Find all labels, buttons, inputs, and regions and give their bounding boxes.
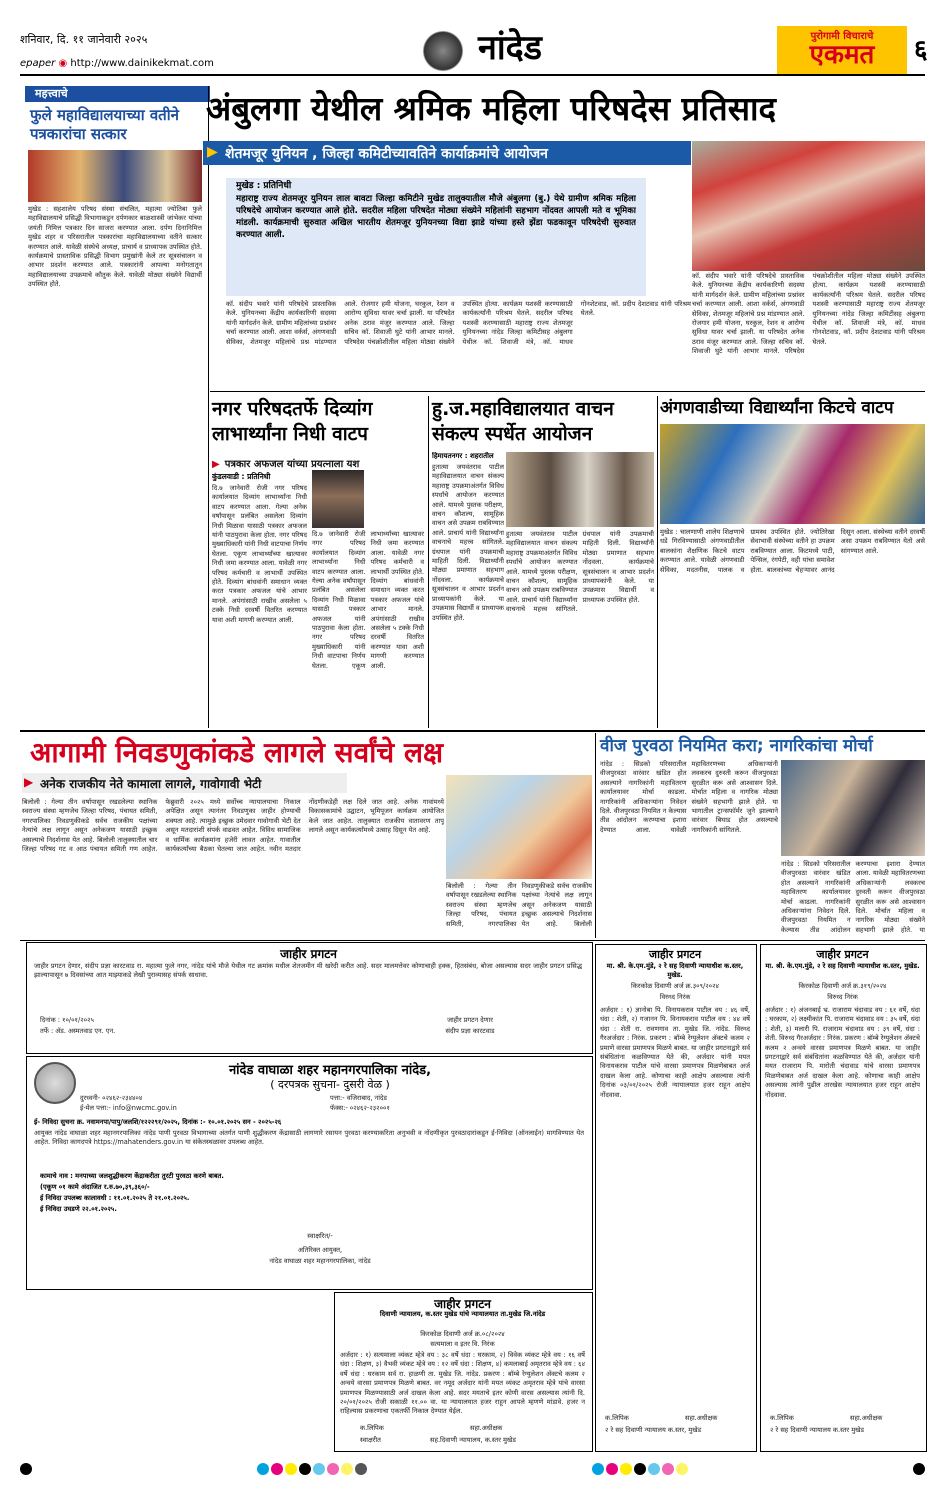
story4-headline: अंगणवाडीच्या विद्यार्थ्यांना किटचे वाटप — [660, 398, 894, 418]
story2-body-left — [212, 484, 307, 728]
story4-photo — [660, 424, 925, 524]
story3-body-left — [432, 463, 504, 728]
brand-name: एकमत — [809, 40, 875, 70]
notice3-sign1: क.लिपिक — [360, 1424, 384, 1432]
notice1-date: दिनांक : १०/०१/२०२५ — [40, 1016, 94, 1024]
issue-date: शनिवार, दि. ११ जानेवारी २०२५ — [20, 33, 148, 46]
story3-dateline: हिमायतनगर : शहरातील — [432, 452, 494, 460]
notice2-title: नांदेड वाघाळा शहर महानगरपालिका नांदेड, — [228, 1063, 432, 1078]
notice4-body: अर्जदार : १) ज्ञानोबा पि. विनायकराव पाटील वय : ४६ वर्षे, धंदा : शेती, २) गजानन पि. विनायकराव पाटील वय : ४४ वर्षे धंदा : शेती रा. रावणगाव ता. मुखेड जि. नांदेड. विरुध्द गैरअर्जदार : निरंक. प्रकरण : बॉम्बे रेग्युलेशन ॲक्टचे कलम २ प्रमाणे वारसा प्रमाणपत्र मिळणे बाबत. या जाहीर प्रगटनाद्वारे सर्व संबंधितांना कळविण्यात येते की, अर्जदार यांनी मयत विनायकराव पाटील यांचे वारसा प्रमाणपत्र मिळणेबाबत अर्ज दाखल केला आहे. कोणाचा काही आक्षेप असल्यास त्यांनी दिनांक ०३/०१/२०२५ रोजी न्यायालयात हजर राहून आक्षेप नोंदवावा. — [600, 1006, 750, 1099]
municipal-seal-icon — [34, 1062, 76, 1104]
story4-body: मुखेड : चालणाणी शालेय शिक्षणाचे धडे गिरविण्यासाठी अंगणवाडीतील बालकांना शैक्षणिक किटचे वाटप करण्यात आले. यावेळी अंगणवाडी सेविका, मदतनीस, पालक व ग्रामस्थ उपस्थित होते. ज्योतिरेखा सेवाभावी संस्थेच्या वतीने हा उपक्रम राबविण्यात आला. किटमध्ये पाटी, पेन्सिल, रंगपेटी, वही यांचा समावेश होता. बालकांच्या चेहऱ्यावर आनंद दिसून आला. संस्थेच्या वतीने दरवर्षी असा उपक्रम राबविण्यात येतो असे सांगण्यात आले. — [660, 528, 925, 574]
main-body-cols — [226, 300, 691, 388]
notice5-sign1: क.लिपिक — [770, 1414, 794, 1422]
story3-body-cont: हुतात्मा जयवंतराव पाटील महाविद्यालयात वाचन संकल्प महाराष्ट्र उपक्रमाअंतर्गत विविध स्पर्धांचे आयोजन करण्यात आले. यामध्ये पुस्तक परीक्षण, वाचन कौशल्य, सामूहिक वाचन असे उपक्रम राबविण्यात आले. प्राचार्य यांनी विद्यार्थ्यांना वाचनाचे महत्त्व सांगितले. ग्रंथपाल यांनी उपक्रमाची माहिती दिली. विद्यार्थ्यांनी मोठ्या प्रमाणात सहभाग नोंदवला. कार्यक्रमाचे सूत्रसंचालन व आभार प्रदर्शन प्राध्यापकांनी केले. या उपक्रमास विद्यार्थी व प्राध्यापक उपस्थित होते. — [506, 530, 654, 614]
notice2-line2: ई निविदा उपलब्ध कालावधी : ११.०१.२०२५ ते २१.०१.२०२५. — [40, 1194, 190, 1202]
story5-illustration — [446, 775, 592, 879]
notice4-case: किरकोळ दिवाणी अर्ज क्र.३०९/२०२४ — [631, 982, 719, 990]
story2-divider — [428, 396, 429, 728]
notice2-sign-label: स्वाक्षरित/- — [307, 1232, 333, 1240]
cmyk-strip-right — [592, 1463, 688, 1475]
sidebar-headline: फुले महाविद्यालयाच्या वतीने पत्रकारांचा सत्कार — [30, 106, 179, 143]
registration-mark-icon — [20, 1463, 32, 1475]
masthead-emblem-icon — [418, 28, 468, 74]
notice5-court: मा. श्री. के.एम.मुंडे, २ रे सह दिवाणी न्यायाधीश क.स्तर, मुखेड. — [765, 962, 920, 970]
notice1-advocate: तर्फे : ॲड. अस्मतवाड एन. एन. — [40, 1027, 116, 1035]
notice2-subtitle: ( दरपत्रक सुचना- दुसरी वेळ ) — [270, 1078, 390, 1091]
notice5-case: किरकोळ दिवाणी अर्ज क्र.३१९/२०२४ — [798, 982, 887, 990]
story5-body: बिलोली : गेल्या तीन वर्षापासून रखडलेल्या स्थानिक स्वराज्य संस्था म्हणजेच जिल्हा परिषद, पंचायत समिती, नगरपालिका निवडणुकीकडे सर्वच राजकीय पक्षांच्या नेत्यांचे लक्ष लागून असून अनेकजण यासाठी इच्छुक असल्याचे निदर्शनास येत आहे. बिलोली तालुक्यातील चार जिल्हा परिषद गट व आठ पंचायत समिती गण आहेत. फेब्रुवारी २०२५ मध्ये सर्वोच्च न्यायालयाचा निकाल अपेक्षित असून त्यानंतर निवडणुका जाहीर होण्याची शक्यता आहे. त्यामुळे इच्छुक उमेदवार गावोगावी भेटी देत असून मतदारांशी संपर्क वाढवत आहेत. विविध सामाजिक व धार्मिक कार्यक्रमांना हजेरी लावत आहेत. गावातील कार्यकर्त्यांच्या बैठका घेतल्या जात आहेत. नवीन मतदार नोंदणीकडेही लक्ष दिले जात आहे. अनेक गावांमध्ये विकासकामांचे उद्घाटन, भूमिपूजन कार्यक्रम आयोजित केले जात आहेत. तालुक्यात राजकीय वातावरण तापू लागले असून कार्यकर्त्यांमध्ये उत्साह दिसून येत आहे. — [22, 798, 444, 854]
notice3-body: अर्जदार : १) सत्यमाला व्यंकट म्हेत्रे वय : ३८ वर्षे धंदा : घरकाम, २) विवेक व्यंकट म्हेत्रे वय : १६ वर्षे धंदा : शिक्षण, ३) वैभवी व्यंकट म्हेत्रे वय : १२ वर्षे धंदा : शिक्षण, ४) कमलाबाई अमृतराव म्हेत्रे वय : ६४ वर्षे धंदा : घरकाम सर्व रा. हाळणी ता. मुखेड जि. नांदेड. प्रकरण : बॉम्बे रेग्युलेशन ॲक्टचे कलम २ अन्वये वारसा प्रमाणपत्र मिळणे बाबत. वर नमूद अर्जदार यांनी मयत व्यंकट अमृतराव म्हेत्रे यांचे वारसा प्रमाणपत्र मिळण्यासाठी अर्ज दाखल केला आहे. सदर मयताचे इतर कोणी वारस असल्यास त्यांनी दि. २०/०१/२०२५ रोजी सकाळी ११.०० वा. या न्यायालयात हजर राहून आपले म्हणणे मांडावे. हजर न राहिल्यास प्रकरणाचा एकतर्फी निकाल देण्यात येईल. — [340, 1351, 585, 1416]
story2-subhead: पत्रकार अफजल यांच्या प्रयत्नाला यश — [224, 459, 360, 470]
play-arrow-icon: ▶ — [207, 144, 218, 160]
sidebar-photo — [28, 150, 202, 202]
main-subhead: शेतमजूर युनियन , जिल्हा कमिटीच्यावतिने कार्याक्रमांचे आयोजन — [225, 146, 548, 162]
story2-dateline: कुंडलवाडी : प्रतिनिधी — [212, 472, 271, 481]
story2-headline: नगर परिषदतर्फे दिव्यांग लाभार्थ्यांना निधी वाटप — [212, 398, 373, 445]
story4-body-cols — [660, 528, 925, 728]
story6-body-right — [781, 860, 925, 938]
play-arrow-icon: ▶ — [24, 775, 34, 789]
main-subhead-bar — [203, 141, 691, 165]
story5-body-cols — [22, 798, 444, 938]
city-title: नांदेड — [478, 28, 542, 68]
notice4-sign2: सहा.अधीक्षक — [685, 1414, 718, 1422]
story6-body: नांदेड : सिडको परिसरातील वीजपुरवठा वारंवार खंडित होत असल्याने नागरिकांनी महावितरण कार्यालयावर मोर्चा काढला. नागरिकांनी अधिकाऱ्यांना निवेदन दिले. वीजपुरवठा नियमित न केल्यास तीव्र आंदोलन करण्याचा इशारा देण्यात आला. यावेळी महावितरणच्या अधिकाऱ्यांनी लवकरच दुरुस्ती करून वीजपुरवठा सुरळीत करू असे आश्वासन दिले. मोर्चात महिला व नागरिक मोठ्या संख्येने सहभागी झाले होते. या भागातील ट्रान्सफॉर्मर जुने झाल्याने वारंवार बिघाड होत असल्याचे नागरिकांनी सांगितले. — [600, 760, 778, 834]
notice3-case: किरकोळ दिवाणी अर्ज क्र.०८/२०२४ — [420, 1330, 505, 1338]
story3-body-right — [506, 530, 654, 728]
epaper-label: epaper — [20, 58, 56, 69]
notice5-sub: विरुध्द निरंक — [827, 993, 858, 1001]
story2-body: दि.७ जानेवारी रोजी नगर परिषद कार्यालयात दिव्यांग लाभार्थ्यांना निधी वाटप करण्यात आला. गेल्या अनेक वर्षांपासून प्रलंबित असलेला दिव्यांग निधी मिळावा यासाठी पत्रकार अफजल यांनी पाठपुरावा केला होता. नगर परिषद मुख्याधिकारी यांनी निधी वाटपाचा निर्णय घेतला. एकूण लाभार्थ्यांच्या खात्यावर निधी जमा करण्यात आला. यावेळी नगर परिषद कर्मचारी व लाभार्थी उपस्थित होते. दिव्यांग बांधवांनी समाधान व्यक्त करत पत्रकार अफजल यांचे आभार मानले. अपंगांसाठी राखीव असलेला ५ टक्के निधी दरवर्षी वितरित करण्यात यावा अशी मागणी करण्यात आली. — [212, 484, 307, 624]
brand-tagline: पुरोगामी विचाराचे — [810, 31, 874, 42]
notice3-title: जाहीर प्रगटन — [434, 1297, 491, 1311]
notice4-sign3: २ रे सह दिवाणी न्यायालय क.स्तर, मुखेड — [605, 1426, 702, 1434]
notice4-title: जाहीर प्रगटन — [648, 948, 702, 961]
story2-body-cont: दि.७ जानेवारी रोजी नगर परिषद कार्यालयात दिव्यांग लाभार्थ्यांना निधी वाटप करण्यात आला. गेल्या अनेक वर्षांपासून प्रलंबित असलेला दिव्यांग निधी मिळावा यासाठी पत्रकार अफजल यांनी पाठपुरावा केला होता. नगर परिषद मुख्याधिकारी यांनी निधी वाटपाचा निर्णय घेतला. एकूण लाभार्थ्यांच्या खात्यावर निधी जमा करण्यात आला. यावेळी नगर परिषद कर्मचारी व लाभार्थी उपस्थित होते. दिव्यांग बांधवांनी समाधान व्यक्त करत पत्रकार अफजल यांचे आभार मानले. अपंगांसाठी राखीव असलेला ५ टक्के निधी दरवर्षी वितरित करण्यात यावा अशी मागणी करण्यात आली. — [312, 530, 424, 670]
story5-body-cols2 — [446, 882, 592, 938]
row3-bottom-rule — [20, 940, 925, 941]
notice2-fax: फॅक्स:- ०२४६२-२३२००१ — [330, 1104, 390, 1112]
sidebar-tag-label: महत्त्वाचे — [35, 87, 68, 100]
story2-body-right — [312, 530, 424, 728]
main-headline: अंबुलगा येथील श्रमिक महिला परिषदेस प्रतिसाद — [206, 89, 777, 128]
notice2-body: आयुक्त नांदेड वाघाळा शहर महानगरपालिका नांदेड पाणी पुरवठा विभागाच्या अंतर्गत पाणी शुद्धीकरण केंद्रासाठी लागणारे रसायन पुरवठा करण्याकरिता अनुभवी व नोंदणीकृत पुरवठादारांकडून ई-निविदा (ऑनलाईन) मागविण्यात येत आहेत. निविदा कागदपत्रे https://mahatenders.gov.in या संकेतस्थळावर उपलब्ध आहेत. — [34, 1129, 584, 1147]
notice4-sub: विरुध्द निरंक — [659, 993, 691, 1001]
main-bottom-rule — [210, 391, 925, 392]
story2-portrait — [312, 470, 364, 528]
story5-body-cont: बिलोली : गेल्या तीन वर्षापासून रखडलेल्या स्थानिक स्वराज्य संस्था म्हणजेच जिल्हा परिषद, पंचायत समिती, नगरपालिका निवडणुकीकडे सर्वच राजकीय पक्षांच्या नेत्यांचे लक्ष लागून असून अनेकजण यासाठी इच्छुक असल्याचे निदर्शनास येत आहे. बिलोली — [446, 882, 592, 928]
sidebar-body: मुखेड : सहशालेय परिषद संस्था संचलित, महात्मा ज्योतिबा फुले महाविद्यालयाचे प्रसिद्धी विभागाकडून दर्पणकार बाळशास्त्री जांभेकर यांच्या जयंती निमित्त पत्रकार दिन साजरा करण्यात आला. दर्पण दिनानिमित्त मुखेड शहर व परिसरातील पत्रकारांचा महाविद्यालयाच्या वतीने सत्कार करण्यात आले. यावेळी संस्थेचे अध्यक्ष, प्राचार्य व प्राध्यापक उपस्थित होते. कार्यक्रमाचे प्रास्ताविक प्रसिद्धी विभाग प्रमुखांनी केले तर सूत्रसंचालन व आभार प्रदर्शन करण्यात आले. पत्रकारांनी आपल्या मनोगतातून महाविद्यालयाच्या उपक्रमाचे कौतुक केले. यावेळी मोठ्या संख्येने विद्यार्थी उपस्थित होते. — [28, 205, 202, 289]
cmyk-strip — [257, 1463, 367, 1475]
story2-subhead-bar — [212, 452, 422, 468]
notice3-sign4: सह.दिवाणी न्यायालय, क.स्तर मुखेड — [430, 1436, 516, 1444]
notice2-signer1: अतिरिक्त आयुक्त, — [297, 1246, 343, 1254]
notice5-sign2: सहा.अधीक्षक — [850, 1414, 883, 1422]
print-registration-bar — [20, 1462, 925, 1476]
page-number: ६ — [914, 35, 928, 65]
story3-headline: हु.ज.महाविद्यालयात वाचन संकल्प स्पर्धेत आयोजन — [432, 398, 614, 445]
story6-body-left — [600, 760, 778, 938]
brand-logo — [777, 26, 907, 74]
story3-body: हुतात्मा जयवंतराव पाटील महाविद्यालयात वाचन संकल्प महाराष्ट्र उपक्रमाअंतर्गत विविध स्पर्धांचे आयोजन करण्यात आले. यामध्ये पुस्तक परीक्षण, वाचन कौशल्य, सामूहिक वाचन असे उपक्रम राबविण्यात आले. प्राचार्य यांनी विद्यार्थ्यांना वाचनाचे महत्त्व सांगितले. ग्रंथपाल यांनी उपक्रमाची माहिती दिली. विद्यार्थ्यांनी मोठ्या प्रमाणात सहभाग नोंदवला. कार्यक्रमाचे सूत्रसंचालन व आभार प्रदर्शन प्राध्यापकांनी केले. या उपक्रमास विद्यार्थी व प्राध्यापक उपस्थित होते. — [432, 463, 504, 622]
notice2-phone: दुरध्वनी- ०२४६२-२३४४०४ — [80, 1094, 143, 1102]
main-photo — [692, 141, 925, 271]
globe-icon: ◉ — [58, 58, 68, 69]
notice4-court: मा. श्री. के.एम.मुंडे, २ रे सह दिवाणी न्यायाधीश क.स्तर, मुखेड. — [606, 962, 744, 980]
story3-divider — [657, 396, 658, 728]
notice3-court: दिवाणी न्यायालय, क.स्तर मुखेड यांचे न्यायालयात ता.मुखेड जि.नांदेड — [379, 1310, 546, 1318]
story6-body-cont: नांदेड : सिडको परिसरातील वीजपुरवठा वारंवार खंडित होत असल्याने नागरिकांनी महावितरण कार्यालयावर मोर्चा काढला. नागरिकांनी अधिकाऱ्यांना निवेदन दिले. वीजपुरवठा नियमित न केल्यास तीव्र आंदोलन करण्याचा इशारा देण्यात आला. यावेळी महावितरणच्या अधिकाऱ्यांनी लवकरच दुरुस्ती करून वीजपुरवठा सुरळीत करू असे आश्वासन दिले. मोर्चात महिला व नागरिक मोठ्या संख्येने सहभागी झाले होते. या — [781, 860, 925, 934]
story5-divider — [595, 733, 596, 938]
main-dateline: मुखेड : प्रतिनिधी — [236, 181, 292, 191]
registration-mark-icon-right — [913, 1463, 925, 1475]
notice3-sub: सत्यमाला व इतर वि. निरंक — [430, 1340, 495, 1348]
notice2-email: ई-मेल पत्ता:- info@nwcmc.gov.in — [80, 1104, 177, 1112]
notice3-sign3: स्वाक्षरीत — [360, 1436, 381, 1444]
row2-bottom-rule — [20, 730, 925, 732]
sidebar-tag — [25, 86, 210, 102]
site-url: http://www.dainikekmat.com — [70, 58, 214, 69]
story6-headline: वीज पुरवठा नियमित करा; नागरिकांचा मोर्चा — [600, 736, 873, 756]
main-body-text: कॉ. संदीप भवारे यांनी परिषदेचे प्रास्ताविक केले. युनियनच्या केंद्रीय कार्यकारिणी सदस्या यांनी मार्गदर्शन केले. ग्रामीण महिलांच्या प्रश्नांवर चर्चा करण्यात आली. आशा वर्कर्स, अंगणवाडी सेविका, शेतमजूर महिलांचे प्रश्न मांडण्यात आले. रोजगार हमी योजना, घरकुल, रेशन व आरोग्य सुविधा यावर चर्चा झाली. या परिषदेत अनेक ठराव मंजूर करण्यात आले. जिल्हा सचिव कॉ. शिवाजी घुटे यांनी आभार मानले. परिषदेस पंचक्रोशीतील महिला मोठ्या संख्येने उपस्थित होत्या. कार्यक्रम यशस्वी करण्यासाठी कार्यकर्त्यांनी परिश्रम घेतले. सदरील परिषद यशस्वी करण्यासाठी महाराष्ट्र राज्य शेतमजूर युनियनच्या नांदेड जिल्हा कमिटीसह अंबुलगा येथील कॉ. शिवाजी मंत्रे, कॉ. माधव गोनशेटवाड, कॉ. प्रदीप देशटवाड यांनी परिश्रम घेतले. — [226, 300, 691, 346]
main-body-right-text: कॉ. संदीप भवारे यांनी परिषदेचे प्रास्ताविक केले. युनियनच्या केंद्रीय कार्यकारिणी सदस्या यांनी मार्गदर्शन केले. ग्रामीण महिलांच्या प्रश्नांवर चर्चा करण्यात आली. आशा वर्कर्स, अंगणवाडी सेविका, शेतमजूर महिलांचे प्रश्न मांडण्यात आले. रोजगार हमी योजना, घरकुल, रेशन व आरोग्य सुविधा यावर चर्चा झाली. या परिषदेत अनेक ठराव मंजूर करण्यात आले. जिल्हा सचिव कॉ. शिवाजी घुटे यांनी आभार मानले. परिषदेस पंचक्रोशीतील महिला मोठ्या संख्येने उपस्थित होत्या. कार्यक्रम यशस्वी करण्यासाठी कार्यकर्त्यांनी परिश्रम घेतले. सदरील परिषद यशस्वी करण्यासाठी महाराष्ट्र राज्य शेतमजूर युनियनच्या नांदेड जिल्हा कमिटीसह अंबुलगा येथील कॉ. शिवाजी मंत्रे, कॉ. माधव गोनशेटवाड, कॉ. प्रदीप देशटवाड यांनी परिश्रम घेतले. — [692, 272, 925, 356]
notice5-title: जाहीर प्रगटन — [816, 948, 869, 961]
notice5-sign3: २ रे सह दिवाणी न्यायालय क.स्तर मुखेड — [770, 1426, 865, 1434]
notice5-body: अर्जदार : १) अंजनबाई भ्र. राजाराम चंदावाड वय : ६१ वर्षे, धंदा : घरकाम, २) लक्ष्मीकांत पि. राजाराम चंदावाड वय : ३५ वर्षे, धंदा : शेती, ३) मलारी पि. राजाराम चंदावाड वय : ३९ वर्षे, धंदा : शेती. विरुध्द गैरअर्जदार : निरंक. प्रकरण : बॉम्बे रेग्युलेशन ॲक्टचे कलम २ अन्वये वारसा प्रमाणपत्र मिळणे बाबत. या जाहीर प्रगटनाद्वारे सर्व संबंधितांना कळविण्यात येते की, अर्जदार यांनी मयत राजाराम पि. मारोती चंदावाड यांचे वारसा प्रमाणपत्र मिळणेबाबत अर्ज दाखल केला आहे. कोणाचा काही आक्षेप असल्यास त्यांनी पुढील तारखेस न्यायालयात हजर राहून आक्षेप नोंदवावा. — [765, 1006, 920, 1099]
sidebar-divider — [208, 86, 209, 728]
epaper-link[interactable] — [20, 58, 214, 69]
main-lead: महाराष्ट्र राज्य शेतमजूर युनियन लाल बावटा जिल्हा कमिटीने मुखेड तालुक्यातील मौजे अंबुलगा (बु.) येथे ग्रामीण श्रमिक महिला परिषदेचे आयोजन करण्यात आले होते. सदरील महिला परिषदेत मोठ्या संख्येने महिलांनी सहभाग नोंदवत आपली मते व भूमिका मांडली. कार्यक्रमाची सुरुवात अखिल भारतीय शेतमजूर युनियनच्या विद्या झाडे यांच्या हस्ते झेंडा फडकावून परिषदेची सुरुवात करण्यात आली. — [236, 194, 636, 240]
story5-headline: आगामी निवडणुकांकडे लागले सर्वांचे लक्ष — [30, 736, 444, 769]
notice4-sign1: क.लिपिक — [605, 1414, 629, 1422]
main-body-right — [692, 272, 925, 388]
notice1-giver-name: संदीप प्रज्ञा कारटवाड — [445, 1027, 495, 1035]
notice2-work: कामाचे नाव : मनपाच्या जलशुद्धीकरण केंद्राकरीता तुरटी पुरवठा करणे बाबत. — [40, 1172, 224, 1180]
notice1-giver-label: जाहीर प्रगटन देणार — [447, 1016, 493, 1024]
notice3-sign2: सहा.अधीक्षक — [470, 1424, 503, 1432]
story5-subhead-bar — [22, 773, 347, 793]
notice1-title: जाहीर प्रगटन — [280, 947, 337, 961]
notice2-signer2: नांदेड वाघाळा शहर महानगरपालिका, नांदेड — [269, 1257, 371, 1265]
notice2-line3: ई निविदा उघडणे २२.०१.२०२५. — [40, 1205, 117, 1213]
notice2-address: पत्ता:- वजिराबाद, नांदेड — [330, 1094, 387, 1102]
notice1-body: जाहीर प्रगटन देणार, संदीप प्रज्ञा कारटवाड रा. महात्मा फुले नगर, नांदेड यांचे मौजे येथील गट क्रमांक मधील शेतजमीन मी खरेदी करीत आहे. सदर मालमत्तेवर कोणाचाही हक्क, हितसंबंध, बोजा असल्यास सदर जाहीर प्रगटन प्रसिद्ध झाल्यापासून ७ दिवसांच्या आत माझ्याकडे लेखी पुराव्यासह संपर्क साधावा. — [34, 962, 582, 980]
story3-photo — [506, 452, 654, 527]
story5-subhead: अनेक राजकीय नेते कामाला लागले, गावोगावी भेटी — [40, 777, 262, 791]
play-arrow-icon: ▶ — [212, 459, 220, 470]
masthead-rule — [20, 74, 925, 76]
notice2-number: ई- निविदा सुचना क्र. नवामनपा/पापु/जलशि/१२२२९१/२०२५, दिनांक :- १०.०१.२०२५ सन - २०२५-२६ — [34, 1118, 282, 1126]
story6-photo — [781, 760, 925, 856]
notice2-line1: (एकूण ०१ कामे अंदाजित र.रु.७०,३९,३६०/- — [40, 1183, 150, 1191]
